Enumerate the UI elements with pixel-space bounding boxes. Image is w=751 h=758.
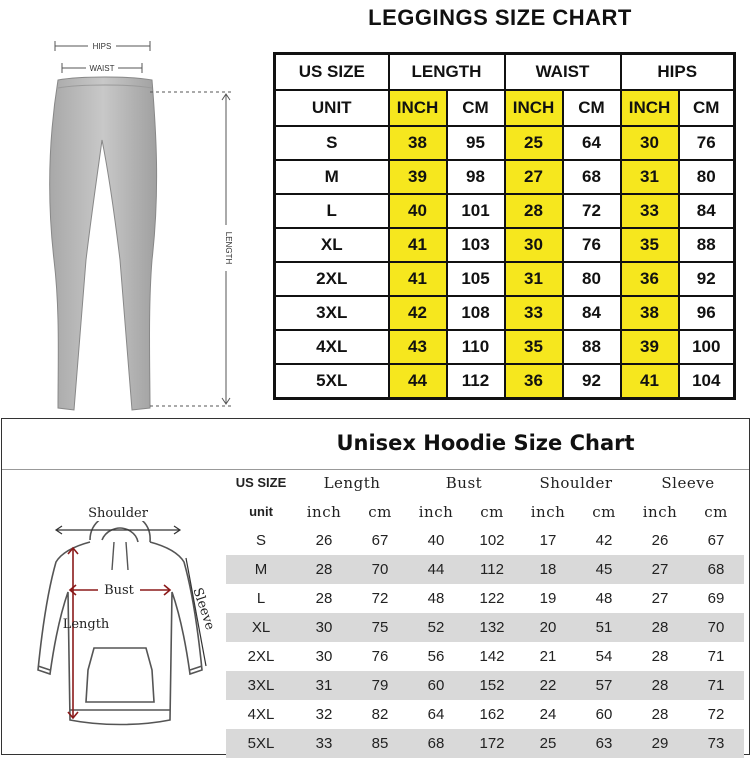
hoodie-value-cell: 71 [707,648,725,665]
hoodie-value-cell: 28 [632,613,688,642]
hoodie-value-cell: 122 [479,590,505,607]
hoodie-value-cell: 162 [479,706,505,723]
leggings-unit-label: UNIT [275,90,389,126]
leggings-size-cell: 4XL [275,330,389,364]
leggings-value-cell: 95 [447,126,505,160]
leggings-value-cell: 33 [621,194,679,228]
hoodie-value-cell: 67 [371,532,389,549]
hoodie-size-cell: 5XL [226,729,296,758]
leggings-unit-cm: CM [447,90,505,126]
hoodie-unit-inch: inch [642,502,678,521]
shoulder-arrow [56,526,180,534]
length-label: Length [62,617,110,632]
hoodie-value-cell: 28 [296,555,352,584]
hoodie-value-cell: 76 [371,648,389,665]
leggings-header-waist: WAIST [505,54,621,91]
hoodie-title: Unisex Hoodie Size Chart [336,431,635,455]
hoodie-value-cell: 75 [352,613,408,642]
hoodie-header-sleeve: Sleeve [661,473,715,492]
leggings-value-cell: 108 [447,296,505,330]
hoodie-value-cell: 69 [707,590,725,607]
waist-label: WAIST [89,64,115,73]
hoodie-value-cell: 71 [688,671,744,700]
leggings-value-cell: 84 [679,194,735,228]
hoodie-value-cell: 142 [479,648,505,665]
hoodie-unit-cm: cm [592,502,616,521]
hoodie-value-cell: 28 [315,590,333,607]
leggings-size-cell: 3XL [275,296,389,330]
leggings-value-cell: 92 [679,262,735,296]
hoodie-value-cell: 30 [296,613,352,642]
leggings-value-cell: 27 [505,160,563,194]
leggings-value-cell: 76 [563,228,621,262]
hoodie-value-cell: 28 [651,706,669,723]
hips-label: HIPS [92,42,112,51]
leggings-value-cell: 44 [389,364,447,399]
leggings-value-cell: 64 [563,126,621,160]
leggings-title: LEGGINGS SIZE CHART [368,5,632,30]
hoodie-header-shoulder: Shoulder [539,473,613,492]
hoodie-size-table [226,468,744,758]
hoodie-size-cell: XL [226,613,296,642]
sleeve-label: Sleeve [189,585,218,632]
leggings-value-cell: 76 [679,126,735,160]
hoodie-value-cell: 54 [595,648,613,665]
hoodie-value-cell: 31 [296,671,352,700]
hoodie-unit-label: unit [249,504,273,519]
hoodie-value-cell: 26 [315,532,333,549]
hoodie-value-cell: 44 [408,555,464,584]
leggings-value-cell: 43 [389,330,447,364]
leggings-value-cell: 42 [389,296,447,330]
leggings-value-cell: 88 [563,330,621,364]
leggings-value-cell: 103 [447,228,505,262]
leggings-size-cell: M [275,160,389,194]
leggings-value-cell: 38 [389,126,447,160]
leggings-value-cell: 110 [447,330,505,364]
leggings-value-cell: 31 [505,262,563,296]
hoodie-value-cell: 60 [408,671,464,700]
leggings-value-cell: 101 [447,194,505,228]
hoodie-size-cell: 4XL [247,706,275,723]
hoodie-value-cell: 22 [520,671,576,700]
leggings-value-cell: 30 [505,228,563,262]
leggings-value-cell: 40 [389,194,447,228]
leggings-value-cell: 72 [563,194,621,228]
hoodie-value-cell: 19 [539,590,557,607]
hoodie-value-cell: 60 [595,706,613,723]
hoodie-size-cell: 2XL [247,648,275,665]
hoodie-value-cell: 20 [520,613,576,642]
leggings-value-cell: 28 [505,194,563,228]
leggings-unit-inch: INCH [505,90,563,126]
leggings-header-length: LENGTH [389,54,505,91]
shoulder-label: Shoulder [88,506,148,521]
leggings-value-cell: 39 [621,330,679,364]
legging-shape [50,77,157,410]
hoodie-unit-inch: inch [418,502,454,521]
leggings-value-cell: 33 [505,296,563,330]
leggings-size-table [273,52,736,400]
leggings-value-cell: 105 [447,262,505,296]
leggings-size-cell: 5XL [275,364,389,399]
hoodie-value-cell: 68 [688,555,744,584]
leggings-value-cell: 41 [389,262,447,296]
hoodie-value-cell: 24 [539,706,557,723]
hoodie-unit-cm: cm [480,502,504,521]
leggings-table-row [275,160,735,194]
hoodie-value-cell: 29 [632,729,688,758]
hoodie-header-bust: Bust [445,473,483,492]
hoodie-diagram [20,470,220,750]
leggings-value-cell: 80 [679,160,735,194]
leggings-header-us-size: US SIZE [275,54,389,91]
leggings-unit-inch: INCH [621,90,679,126]
hoodie-value-cell: 51 [576,613,632,642]
hoodie-table-row [226,642,744,671]
leggings-table-row [275,126,735,160]
hoodie-value-cell: 32 [315,706,333,723]
hoodie-value-cell: 85 [352,729,408,758]
hoodie-table-row [226,700,744,729]
hoodie-value-cell: 28 [632,671,688,700]
leggings-value-cell: 100 [679,330,735,364]
hoodie-table-row [226,729,744,758]
leggings-table-row [275,330,735,364]
leggings-header-row-1 [275,54,735,91]
leggings-size-cell: S [275,126,389,160]
bust-label: Bust [104,583,134,598]
hoodie-value-cell: 26 [651,532,669,549]
leggings-table-row [275,228,735,262]
leggings-value-cell: 31 [621,160,679,194]
leggings-value-cell: 112 [447,364,505,399]
leggings-value-cell: 88 [679,228,735,262]
leggings-value-cell: 80 [563,262,621,296]
hoodie-unit-inch: inch [530,502,566,521]
hoodie-value-cell: 70 [352,555,408,584]
leggings-diagram [0,30,260,420]
hoodie-value-cell: 72 [707,706,725,723]
leggings-size-cell: 2XL [275,262,389,296]
length-dimension [150,92,232,406]
hoodie-value-cell: 18 [520,555,576,584]
hoodie-value-cell: 27 [651,590,669,607]
hoodie-unit-inch: inch [306,502,342,521]
hoodie-value-cell: 48 [427,590,445,607]
hoodie-table-row [226,555,744,584]
leggings-table-row [275,296,735,330]
hoodie-value-cell: 28 [651,648,669,665]
leggings-value-cell: 92 [563,364,621,399]
hoodie-value-cell: 25 [520,729,576,758]
leggings-value-cell: 96 [679,296,735,330]
hoodie-value-cell: 33 [296,729,352,758]
hoodie-value-cell: 21 [539,648,557,665]
leggings-header-hips: HIPS [621,54,735,91]
leggings-value-cell: 98 [447,160,505,194]
hoodie-table-row [226,526,744,555]
leggings-value-cell: 41 [621,364,679,399]
leggings-table-row [275,364,735,399]
hoodie-value-cell: 27 [632,555,688,584]
hoodie-value-cell: 56 [427,648,445,665]
hoodie-value-cell: 132 [464,613,520,642]
hoodie-value-cell: 48 [595,590,613,607]
hoodie-value-cell: 63 [576,729,632,758]
hoodie-size-cell: L [256,590,266,607]
hoodie-header-us-size: US SIZE [235,475,287,490]
leggings-table-row [275,194,735,228]
leggings-value-cell: 36 [621,262,679,296]
leggings-value-cell: 35 [505,330,563,364]
leggings-unit-inch: INCH [389,90,447,126]
hoodie-header-row-1 [226,468,744,497]
hoodie-value-cell: 82 [371,706,389,723]
hoodie-body-outline [38,542,202,725]
hoodie-value-cell: 67 [707,532,725,549]
hoodie-value-cell: 70 [688,613,744,642]
leggings-unit-cm: CM [679,90,735,126]
hoodie-table-row [226,613,744,642]
leggings-value-cell: 39 [389,160,447,194]
hoodie-value-cell: 68 [408,729,464,758]
hoodie-unit-cm: cm [704,502,728,521]
hoodie-table-row [226,584,744,613]
leggings-value-cell: 35 [621,228,679,262]
leggings-header-row-2 [275,90,735,126]
hoodie-header-row-2 [226,497,744,526]
leggings-value-cell: 104 [679,364,735,399]
hoodie-unit-cm: cm [368,502,392,521]
hoodie-value-cell: 72 [371,590,389,607]
hoodie-value-cell: 42 [595,532,613,549]
hoodie-size-cell: M [226,555,296,584]
hoodie-size-cell: S [255,532,266,549]
leggings-value-cell: 41 [389,228,447,262]
leggings-table-row [275,262,735,296]
leggings-value-cell: 84 [563,296,621,330]
hoodie-value-cell: 30 [315,648,333,665]
hoodie-title-row [2,419,749,470]
hoodie-value-cell: 102 [479,532,505,549]
leggings-value-cell: 68 [563,160,621,194]
leggings-size-cell: XL [275,228,389,262]
leggings-value-cell: 38 [621,296,679,330]
hoodie-value-cell: 17 [539,532,557,549]
hoodie-value-cell: 45 [576,555,632,584]
leggings-value-cell: 30 [621,126,679,160]
hoodie-header-length: Length [323,473,381,492]
hoodie-value-cell: 57 [576,671,632,700]
hoodie-value-cell: 152 [464,671,520,700]
hoodie-value-cell: 64 [427,706,445,723]
hoodie-value-cell: 112 [464,555,520,584]
leggings-size-cell: L [275,194,389,228]
leggings-value-cell: 36 [505,364,563,399]
hoodie-value-cell: 40 [427,532,445,549]
hoodie-value-cell: 79 [352,671,408,700]
hoodie-value-cell: 52 [408,613,464,642]
hoodie-value-cell: 172 [464,729,520,758]
leggings-unit-cm: CM [563,90,621,126]
length-label: LENGTH [224,231,233,265]
leggings-value-cell: 25 [505,126,563,160]
hoodie-size-cell: 3XL [226,671,296,700]
hoodie-value-cell: 73 [688,729,744,758]
hoodie-table-row [226,671,744,700]
